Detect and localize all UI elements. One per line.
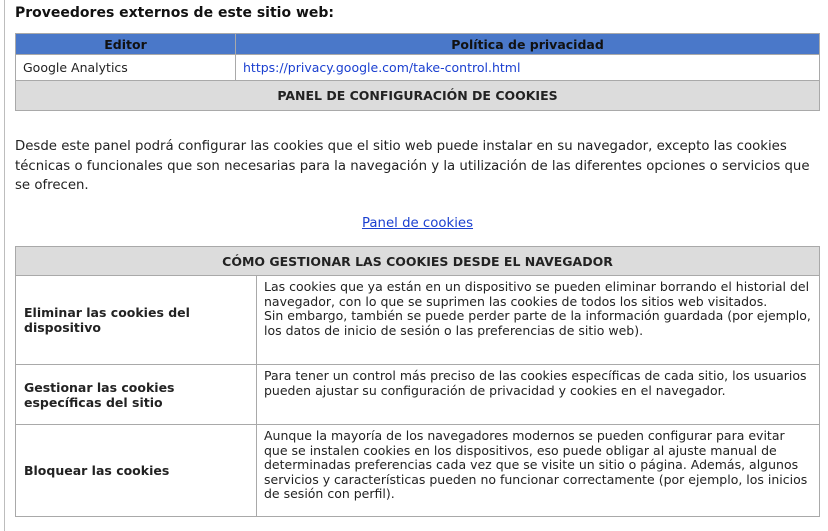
editor-cell: Google Analytics — [16, 55, 236, 81]
editor-column-header: Editor — [16, 34, 236, 55]
providers-heading: Proveedores externos de este sitio web: — [15, 5, 334, 21]
table-row — [16, 55, 820, 81]
row-label: Bloquear las cookies — [16, 425, 257, 517]
row-label: Eliminar las cookies del dispositivo — [16, 276, 257, 365]
table-row — [16, 276, 820, 365]
browser-table-title: CÓMO GESTIONAR LAS COOKIES DESDE EL NAVEGADOR — [16, 247, 820, 276]
panel-title-row — [16, 81, 820, 111]
panel-description: Desde este panel podrá configurar las cookies que el sitio web puede instalar en su navegador, excepto las cookies técnicas o funcionales que son necesarias para la navegación y la utilización de las diferentes opciones o servicios que se ofrecen. — [15, 139, 810, 193]
browser-cookies-table — [15, 246, 820, 517]
table-row — [16, 365, 820, 425]
row-text-paragraph: Sin embargo, también se puede perder parte de la información guardada (por ejemplo, los datos de inicio de sesión o las preferencias de sitio web). — [264, 308, 811, 338]
table-row — [16, 425, 820, 517]
panel-link-container — [15, 216, 820, 231]
row-text-paragraph: Las cookies que ya están en un dispositivo se pueden eliminar borrando el historial del navegador, con lo que se suprimen las cookies de todos los sitios web visitados. — [264, 279, 810, 309]
providers-table — [15, 33, 820, 111]
page-left-border — [4, 0, 5, 531]
browser-table-header-row — [16, 247, 820, 276]
panel-title: PANEL DE CONFIGURACIÓN DE COOKIES — [16, 81, 820, 111]
policy-column-header: Política de privacidad — [236, 34, 820, 55]
cookie-panel-link[interactable]: Panel de cookies — [361, 216, 474, 231]
privacy-policy-link[interactable]: https://privacy.google.com/take-control.html — [243, 60, 521, 75]
providers-header-row — [16, 34, 820, 55]
row-text: Para tener un control más preciso de las cookies específicas de cada sitio, los usuarios pueden ajustar su configuración de privacidad y cookies en el navegador. — [257, 365, 820, 425]
row-label: Gestionar las cookies específicas del sitio — [16, 365, 257, 425]
row-text: Aunque la mayoría de los navegadores modernos se pueden configurar para evitar que se instalen cookies en los dispositivos, eso puede obligar al ajuste manual de determinadas preferencias cada vez que se visite un sitio o página. Además, algunos servicios y características pueden no funcionar correctamente (por ejemplo, los inicios de sesión con perfil). — [257, 425, 820, 517]
policy-cell — [236, 55, 820, 81]
row-text — [257, 276, 820, 365]
